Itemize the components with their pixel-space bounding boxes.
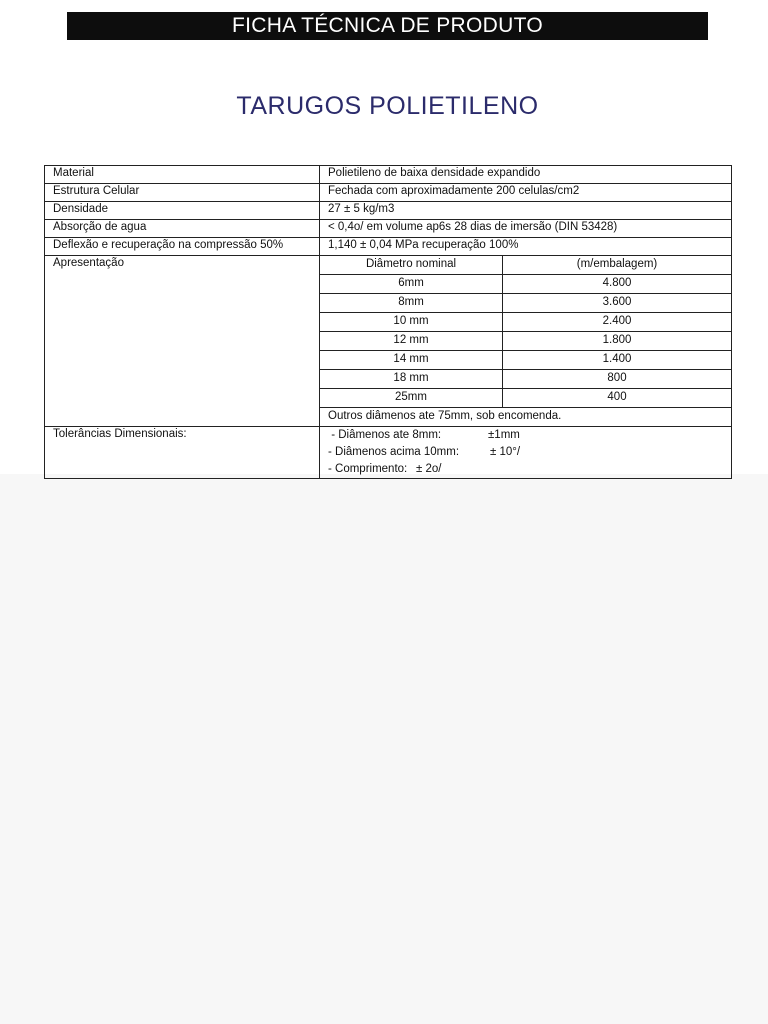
tolerance-text: - Diâmenos acima 10mm: xyxy=(328,446,460,458)
diameter-cell: 25mm xyxy=(320,389,503,408)
document-title: TARUGOS POLIETILENO xyxy=(236,92,539,120)
tolerance-line xyxy=(328,427,731,444)
tolerance-line xyxy=(328,461,731,478)
spec-value: Fechada com aproximadamente 200 celulas/cm2 xyxy=(320,184,732,202)
quantity-cell: 3.600 xyxy=(503,294,732,313)
quantity-cell: 1.400 xyxy=(503,351,732,370)
diameter-row xyxy=(320,275,731,294)
spec-value: Polietileno de baixa densidade expandido xyxy=(320,166,732,184)
tolerance-value: ± 2o/ xyxy=(416,463,442,475)
apresentacao-row xyxy=(45,256,732,427)
spec-label: Estrutura Celular xyxy=(45,184,320,202)
header-bar xyxy=(67,12,708,40)
spec-value: 1,140 ± 0,04 MPa recuperação 100% xyxy=(320,238,732,256)
tolerancias-cell xyxy=(320,427,732,479)
diameter-row xyxy=(320,389,731,408)
spec-label: Densidade xyxy=(45,202,320,220)
quantity-header: (m/embalagem) xyxy=(503,256,732,275)
spec-label: Material xyxy=(45,166,320,184)
spec-row xyxy=(45,166,732,184)
spec-row xyxy=(45,202,732,220)
diameter-cell: 12 mm xyxy=(320,332,503,351)
quantity-cell: 1.800 xyxy=(503,332,732,351)
quantity-cell: 400 xyxy=(503,389,732,408)
diameter-cell: 18 mm xyxy=(320,370,503,389)
quantity-cell: 2.400 xyxy=(503,313,732,332)
diameter-cell: 10 mm xyxy=(320,313,503,332)
document-page xyxy=(0,0,768,474)
diameter-row xyxy=(320,294,731,313)
tolerancias-row xyxy=(45,427,732,479)
diameter-cell: 8mm xyxy=(320,294,503,313)
tolerancias-label: Tolerâncias Dimensionais: xyxy=(45,427,320,479)
diameter-table xyxy=(320,256,731,426)
tolerance-value: ±1mm xyxy=(488,429,520,441)
diameter-header-row xyxy=(320,256,731,275)
tolerance-text: - Comprimento: xyxy=(328,463,408,475)
tolerance-text: - Diâmenos ate 8mm: xyxy=(328,429,442,441)
diameter-header: Diâmetro nominal xyxy=(320,256,503,275)
diameter-row xyxy=(320,332,731,351)
diameter-row xyxy=(320,351,731,370)
diameter-row xyxy=(320,313,731,332)
quantity-cell: 4.800 xyxy=(503,275,732,294)
spec-row xyxy=(45,220,732,238)
apresentacao-cell xyxy=(320,256,732,427)
diameter-row xyxy=(320,370,731,389)
tolerance-line xyxy=(328,444,731,461)
spec-row xyxy=(45,238,732,256)
tolerance-value: ± 10°/ xyxy=(490,446,521,458)
spec-table xyxy=(44,165,732,479)
spec-label: Deflexão e recuperação na compressão 50% xyxy=(45,238,320,256)
diameter-cell: 14 mm xyxy=(320,351,503,370)
spec-value: 27 ± 5 kg/m3 xyxy=(320,202,732,220)
quantity-cell: 800 xyxy=(503,370,732,389)
header-title: FICHA TÉCNICA DE PRODUTO xyxy=(232,14,543,37)
diameter-note: Outros diâmenos ate 75mm, sob encomenda. xyxy=(328,410,562,422)
spec-label: Absorção de agua xyxy=(45,220,320,238)
diameter-note-row xyxy=(320,408,731,427)
spec-row xyxy=(45,184,732,202)
apresentacao-label: Apresentação xyxy=(45,256,320,427)
spec-value: < 0,4o/ em volume ap6s 28 dias de imersão (DIN 53428) xyxy=(320,220,732,238)
diameter-cell: 6mm xyxy=(320,275,503,294)
